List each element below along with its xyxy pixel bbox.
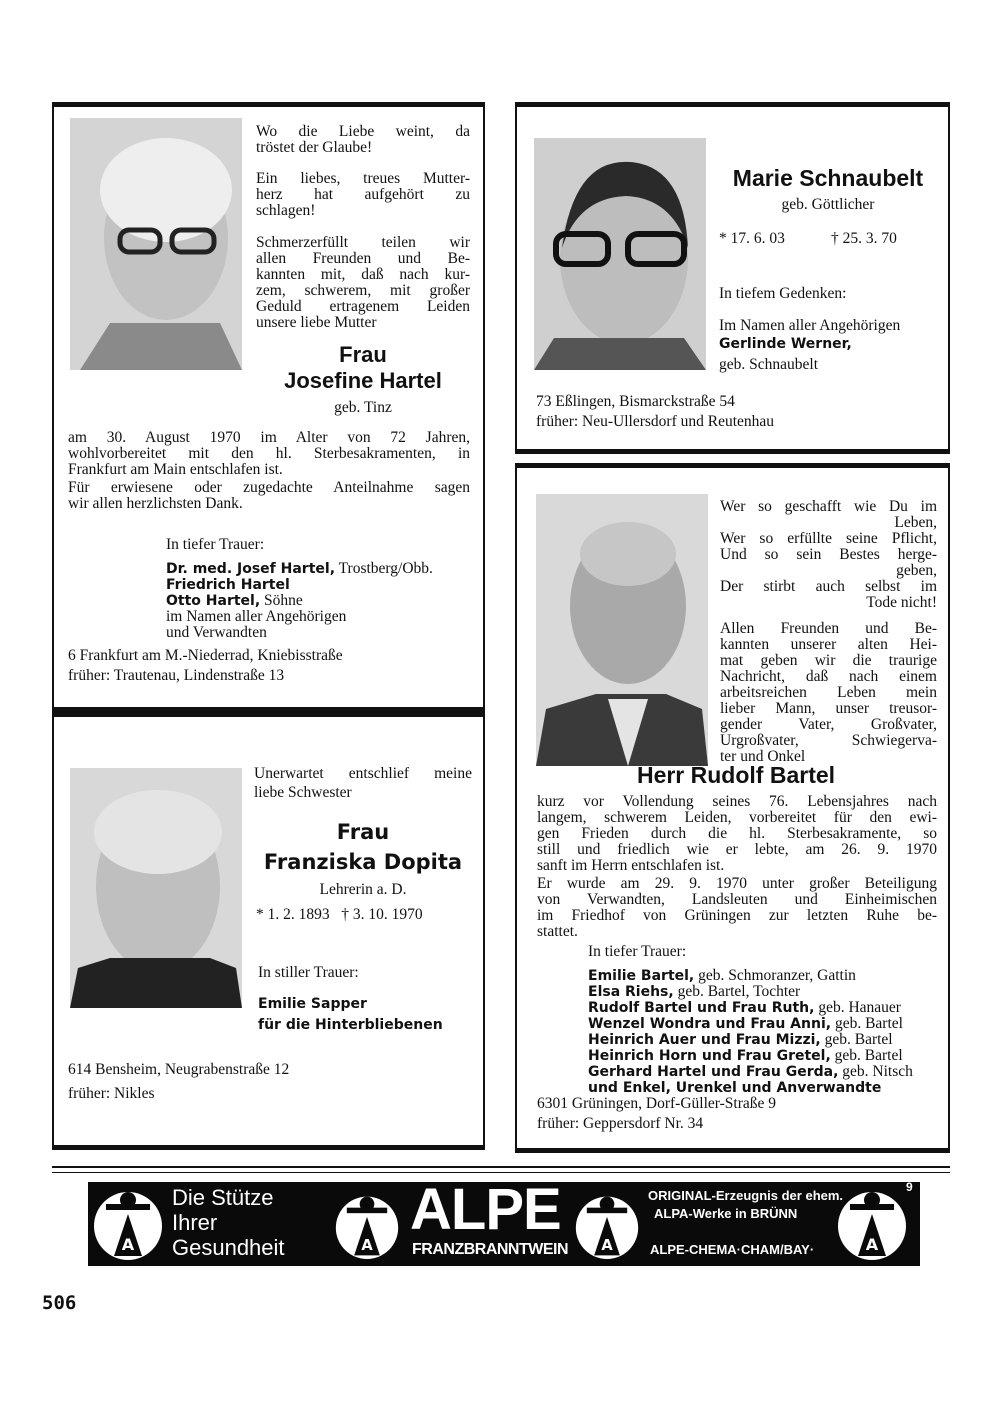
mourning-heading: In tiefer Trauer: (588, 943, 687, 960)
signer-line: Gerhard Hartel und Frau Gerda, geb. Nitsch (588, 1063, 913, 1080)
separator-line (52, 1172, 950, 1173)
portrait-photo-franziska-dopita (70, 768, 242, 1008)
paragraph-line: herz hat aufgehört zu (256, 186, 470, 203)
address-line: 6301 Grüningen, Dorf-Güller-Straße 9 (537, 1095, 777, 1112)
signer-line: und Enkel, Urenkel und Anverwandte (588, 1080, 882, 1096)
paragraph-line: lieber Mann, unser treusor- (720, 700, 937, 717)
signer-line: Otto Hartel, Söhne (166, 592, 303, 609)
ad-corner-number: 9 (906, 1180, 913, 1194)
signer-line: Rudolf Bartel und Frau Ruth, geb. Hanauer (588, 999, 901, 1016)
birth-name: geb. Göttlicher (781, 196, 875, 213)
occupation: Lehrerin a. D. (319, 881, 407, 898)
death-date: † 25. 3. 70 (831, 230, 897, 247)
poem-line: Wer so geschafft wie Du im (720, 498, 937, 515)
svg-text:A: A (865, 1235, 879, 1254)
signer-line: Heinrich Auer und Frau Mizzi, geb. Bartel (588, 1031, 893, 1048)
paragraph-line: mat geben wir die traurige (720, 652, 937, 669)
birth-name: geb. Tinz (334, 399, 392, 416)
alpe-logo-icon (334, 1190, 400, 1267)
signer-birth-name: geb. Schnaubelt (719, 356, 819, 373)
deceased-name: Josefine Hartel (284, 368, 442, 393)
paragraph-line: Ein liebes, treues Mutter- (256, 170, 470, 187)
paragraph-line: Frankfurt am Main entschlafen ist. (68, 461, 283, 478)
paragraph-line: unsere liebe Mutter (256, 314, 377, 331)
paragraph-line: am 30. August 1970 im Alter von 72 Jahren, (68, 429, 470, 446)
deceased-name: Marie Schnaubelt (732, 165, 924, 191)
signer-line: Emilie Bartel, geb. Schmoranzer, Gattin (588, 967, 856, 984)
signer-line: Dr. med. Josef Hartel, Trostberg/Obb. (166, 560, 433, 577)
poem-line: Und so sein Bestes herge- (720, 546, 937, 563)
paragraph-line: Geduld ertragenem Leiden (256, 298, 470, 315)
deceased-name: Franziska Dopita (263, 850, 463, 874)
signer-line: Elsa Riehs, geb. Bartel, Tochter (588, 983, 801, 1000)
signer-role: für die Hinterbliebenen (258, 1017, 443, 1033)
family-line: und Verwandten (166, 624, 267, 641)
alpe-logo-icon (574, 1190, 640, 1267)
address-line: 614 Bensheim, Neugrabenstraße 12 (68, 1061, 290, 1078)
signer-line: Heinrich Horn und Frau Gretel, geb. Bartel (588, 1047, 903, 1064)
family-line: im Namen aller Angehörigen (166, 608, 347, 625)
ad-original-text: ORIGINAL-Erzeugnis der ehem. (648, 1188, 844, 1203)
signer-line: Friedrich Hartel (166, 577, 290, 593)
paragraph-line: Für erwiesene oder zugedachte Anteilnahme sagen (68, 479, 470, 496)
ad-works-text: ALPA-Werke in BRÜNN (654, 1206, 798, 1221)
paragraph-line: kurz vor Vollendung seines 76. Lebensjahres nach (537, 793, 937, 810)
poem-line: geben, (896, 562, 937, 579)
ad-brand-name: ALPE (410, 1177, 561, 1242)
paragraph-line: allen Freunden und Be- (256, 250, 470, 267)
paragraph-line: Allen Freunden und Be- (720, 620, 937, 637)
paragraph-line: kannten unserer alten Hei- (720, 636, 937, 653)
poem-line: Leben, (894, 514, 937, 531)
paragraph-line: von Verwandten, Landsleuten und Einheimischen (537, 891, 937, 908)
poem-line: Wo die Liebe weint, da (256, 123, 470, 140)
poem-line: Der stirbt auch selbst im (720, 578, 937, 595)
svg-text:A: A (601, 1236, 613, 1254)
svg-text:A: A (121, 1235, 135, 1254)
address-line: früher: Trautenau, Lindenstraße 13 (68, 667, 285, 684)
deceased-title: Frau (336, 820, 390, 844)
address-line: früher: Geppersdorf Nr. 34 (537, 1115, 704, 1132)
poem-line: tröstet der Glaube! (256, 139, 373, 156)
ad-product-name: FRANZBRANNTWEIN (412, 1241, 569, 1258)
portrait-photo-marie-schnaubelt (534, 138, 706, 370)
portrait-photo-josefine-hartel (70, 118, 242, 370)
mourning-heading: In stiller Trauer: (258, 964, 359, 981)
signer-name: Gerlinde Werner, (719, 336, 852, 352)
paragraph-line: kannten mit, daß nach kur- (256, 266, 470, 283)
address-line: früher: Neu-Ullersdorf und Reutenhau (536, 413, 775, 430)
paragraph-line: Urgroßvater, Schwiegerva- (720, 732, 937, 749)
signer-name: Emilie Sapper (258, 996, 367, 1012)
svg-text:A: A (361, 1236, 373, 1254)
paragraph-line: Schmerzerfüllt teilen wir (256, 234, 470, 251)
ad-company-text: ALPE-CHEMA·CHAM/BAY· (650, 1242, 815, 1257)
remembrance-heading: In tiefem Gedenken: (719, 285, 847, 302)
signer-line: Wenzel Wondra und Frau Anni, geb. Bartel (588, 1015, 903, 1032)
life-dates: * 1. 2. 1893 † 3. 10. 1970 (256, 906, 423, 923)
paragraph-line: zem, schwerem, mit großer (256, 282, 470, 299)
address-line: früher: Nikles (68, 1085, 155, 1102)
alpe-logo-icon (92, 1186, 164, 1267)
birth-date: * 17. 6. 03 (719, 230, 785, 247)
paragraph-line: sanft im Herrn entschlafen ist. (537, 857, 725, 874)
intro-line: Unerwartet entschlief meine (254, 765, 472, 782)
alpe-advertisement-banner (88, 1177, 920, 1266)
paragraph-line: schlagen! (256, 202, 316, 219)
paragraph-line: im Friedhof von Grüningen zur letzten Ruhe be- (537, 907, 937, 924)
paragraph-line: langem, schwerem Leiden, vorbereitet für den ewi- (537, 809, 937, 826)
deceased-title: Frau (339, 342, 387, 367)
paragraph-line: ter und Onkel (720, 748, 806, 765)
paragraph-line: arbeitsreichen Leben mein (720, 684, 937, 701)
mourning-heading: In tiefer Trauer: (166, 536, 265, 553)
family-line: Im Namen aller Angehörigen (719, 317, 901, 334)
deceased-name: Herr Rudolf Bartel (636, 762, 836, 788)
paragraph-line: wir allen herzlichsten Dank. (68, 495, 243, 512)
paragraph-line: wohlvorbereitet mit den hl. Sterbesakramenten, in (68, 445, 470, 462)
page-number: 506 (42, 1292, 77, 1314)
ad-slogan-line: Gesundheit (172, 1235, 285, 1260)
address-line: 73 Eßlingen, Bismarckstraße 54 (536, 393, 735, 410)
alpe-logo-icon (836, 1186, 908, 1267)
address-line: 6 Frankfurt am M.-Niederrad, Kniebisstraße (68, 647, 343, 664)
paragraph-line: gender Vater, Großvater, (720, 716, 937, 733)
paragraph-line: stattet. (537, 923, 578, 940)
poem-line: Wer so erfüllte seine Pflicht, (720, 530, 937, 547)
separator-line (52, 1166, 950, 1168)
ad-slogan-line: Die Stütze (172, 1185, 274, 1210)
paragraph-line: still und friedlich wie er lebte, am 26. 9. 1970 (537, 841, 937, 858)
poem-line: Tode nicht! (866, 594, 937, 611)
ad-slogan-line: Ihrer (172, 1210, 218, 1235)
portrait-photo-rudolf-bartel (536, 494, 708, 766)
intro-line: liebe Schwester (254, 784, 352, 801)
paragraph-line: gen Frieden durch die hl. Sterbesakramente, so (537, 825, 937, 842)
paragraph-line: Er wurde am 29. 9. 1970 unter großer Beteiligung (537, 875, 937, 892)
paragraph-line: Nachricht, daß nach einem (720, 668, 937, 685)
